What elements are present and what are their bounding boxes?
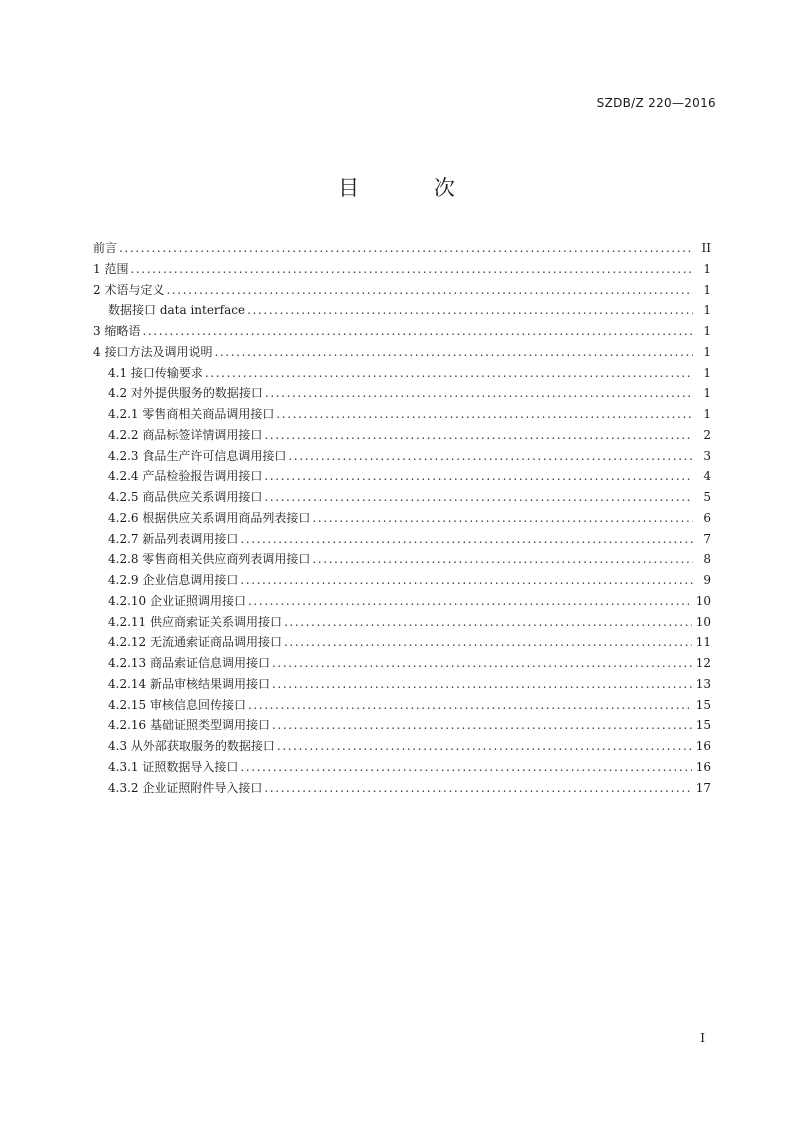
toc-entry-page: 16: [695, 739, 711, 753]
toc-entry[interactable]: [93, 466, 711, 487]
toc-entry-page: 2: [703, 427, 711, 442]
toc-entry-label: 4.2.7 新品列表调用接口: [108, 531, 239, 546]
toc-entry[interactable]: [93, 736, 711, 757]
toc-entry[interactable]: [93, 383, 711, 404]
toc-entry-page: 12: [695, 656, 711, 670]
toc-leader-dots: [247, 300, 693, 321]
toc-entry-page: 11: [695, 635, 711, 650]
table-of-contents: [93, 238, 711, 798]
toc-entry-page: 1: [703, 261, 711, 276]
toc-entry[interactable]: [93, 695, 711, 716]
toc-entry-page: 13: [695, 676, 711, 691]
toc-entry-label: 3 缩略语: [93, 324, 141, 338]
toc-entry[interactable]: [93, 280, 711, 301]
toc-entry[interactable]: [93, 757, 711, 778]
toc-entry-label: 4.2.12 无流通索证商品调用接口: [108, 635, 282, 650]
toc-leader-dots: [240, 570, 693, 591]
toc-leader-dots: [288, 446, 693, 467]
toc-leader-dots: [284, 612, 692, 633]
toc-entry[interactable]: [93, 508, 711, 529]
toc-entry-page: 15: [695, 697, 711, 712]
toc-entry[interactable]: [93, 570, 711, 591]
toc-leader-dots: [264, 425, 693, 446]
toc-entry-page: 8: [703, 552, 711, 567]
toc-entry-label: 4.2.9 企业信息调用接口: [108, 573, 239, 587]
toc-leader-dots: [130, 259, 693, 280]
toc-leader-dots: [205, 363, 693, 384]
toc-entry[interactable]: [93, 549, 711, 570]
toc-entry-label: 4.2.6 根据供应关系调用商品列表接口: [108, 510, 311, 525]
toc-entry-page: 1: [703, 303, 711, 318]
toc-entry-page: 1: [703, 282, 711, 297]
toc-entry-label: 4.2.2 商品标签详情调用接口: [108, 427, 263, 442]
toc-entry-label: 4.2.13 商品索证信息调用接口: [108, 656, 270, 670]
toc-entry-page: 7: [703, 531, 711, 546]
toc-entry-label: 4.3.1 证照数据导入接口: [108, 759, 239, 774]
toc-leader-dots: [284, 632, 692, 653]
toc-entry[interactable]: [93, 342, 711, 363]
toc-leader-dots: [142, 321, 693, 342]
toc-entry[interactable]: [93, 487, 711, 508]
toc-entry-page: 1: [703, 407, 711, 421]
toc-leader-dots: [214, 342, 693, 363]
toc-leader-dots: [166, 280, 693, 301]
toc-entry-label: 4.2.16 基础证照类型调用接口: [108, 718, 270, 733]
toc-entry-page: 17: [695, 780, 711, 795]
toc-entry-page: 15: [695, 718, 711, 733]
toc-entry[interactable]: [93, 363, 711, 384]
toc-entry-label: 1 范围: [93, 261, 129, 276]
toc-leader-dots: [277, 736, 692, 757]
toc-entry-label: 数据接口 data interface: [108, 303, 246, 318]
toc-entry[interactable]: [93, 715, 711, 736]
toc-leader-dots: [265, 383, 693, 404]
toc-entry-label: 前言: [93, 241, 118, 255]
toc-entry-label: 4.3 从外部获取服务的数据接口: [108, 739, 275, 753]
toc-entry-page: 10: [695, 593, 711, 608]
toc-entry[interactable]: [93, 259, 711, 280]
toc-entry[interactable]: [93, 425, 711, 446]
toc-entry-page: II: [701, 241, 711, 255]
toc-entry-label: 4.2.5 商品供应关系调用接口: [108, 490, 263, 504]
toc-entry-label: 4.2.14 新品审核结果调用接口: [108, 676, 270, 691]
toc-leader-dots: [312, 508, 693, 529]
toc-entry[interactable]: [93, 529, 711, 550]
toc-entry-label: 4.2 对外提供服务的数据接口: [108, 386, 263, 401]
toc-leader-dots: [240, 529, 693, 550]
toc-entry-label: 4.2.15 审核信息回传接口: [108, 697, 246, 712]
page-number: I: [700, 1031, 705, 1045]
toc-entry[interactable]: [93, 591, 711, 612]
toc-entry[interactable]: [93, 612, 711, 633]
toc-title: 目 次: [338, 176, 489, 200]
toc-entry-label: 4.2.1 零售商相关商品调用接口: [108, 407, 275, 421]
toc-leader-dots: [119, 238, 693, 259]
toc-entry[interactable]: [93, 446, 711, 467]
toc-entry-label: 4.2.3 食品生产许可信息调用接口: [108, 448, 287, 463]
document-code: SZDB/Z 220—2016: [596, 96, 716, 110]
toc-entry-page: 1: [703, 324, 711, 338]
toc-leader-dots: [312, 549, 693, 570]
toc-entry-label: 4.2.8 零售商相关供应商列表调用接口: [108, 552, 311, 567]
toc-entry-label: 4 接口方法及调用说明: [93, 344, 213, 359]
toc-leader-dots: [264, 487, 693, 508]
toc-entry-label: 4.2.11 供应商索证关系调用接口: [108, 614, 282, 629]
toc-entry-page: 1: [703, 344, 711, 359]
toc-entry-page: 16: [695, 759, 711, 774]
toc-entry-page: 1: [703, 386, 711, 401]
toc-entry-page: 10: [695, 614, 711, 629]
toc-leader-dots: [272, 653, 692, 674]
toc-entry[interactable]: [93, 778, 711, 799]
toc-entry-label: 4.2.4 产品检验报告调用接口: [108, 469, 263, 484]
toc-leader-dots: [248, 695, 692, 716]
toc-leader-dots: [240, 757, 691, 778]
toc-entry[interactable]: [93, 653, 711, 674]
toc-entry[interactable]: [93, 632, 711, 653]
toc-leader-dots: [276, 404, 693, 425]
toc-entry-page: 3: [703, 448, 711, 463]
toc-entry[interactable]: [93, 321, 711, 342]
toc-leader-dots: [272, 674, 692, 695]
toc-entry-page: 6: [703, 510, 711, 525]
toc-entry-page: 4: [703, 469, 711, 484]
toc-entry[interactable]: [93, 300, 711, 321]
toc-leader-dots: [264, 778, 691, 799]
toc-entry-page: 9: [703, 573, 711, 587]
toc-entry-label: 4.3.2 企业证照附件导入接口: [108, 780, 263, 795]
toc-entry[interactable]: [93, 404, 711, 425]
toc-leader-dots: [264, 466, 693, 487]
toc-entry-label: 2 术语与定义: [93, 282, 165, 297]
toc-entry-page: 5: [703, 490, 711, 504]
toc-entry-label: 4.1 接口传输要求: [108, 365, 203, 380]
toc-entry[interactable]: [93, 674, 711, 695]
toc-leader-dots: [272, 715, 692, 736]
toc-entry[interactable]: [93, 238, 711, 259]
toc-entry-label: 4.2.10 企业证照调用接口: [108, 593, 246, 608]
toc-entry-page: 1: [703, 365, 711, 380]
toc-leader-dots: [248, 591, 692, 612]
